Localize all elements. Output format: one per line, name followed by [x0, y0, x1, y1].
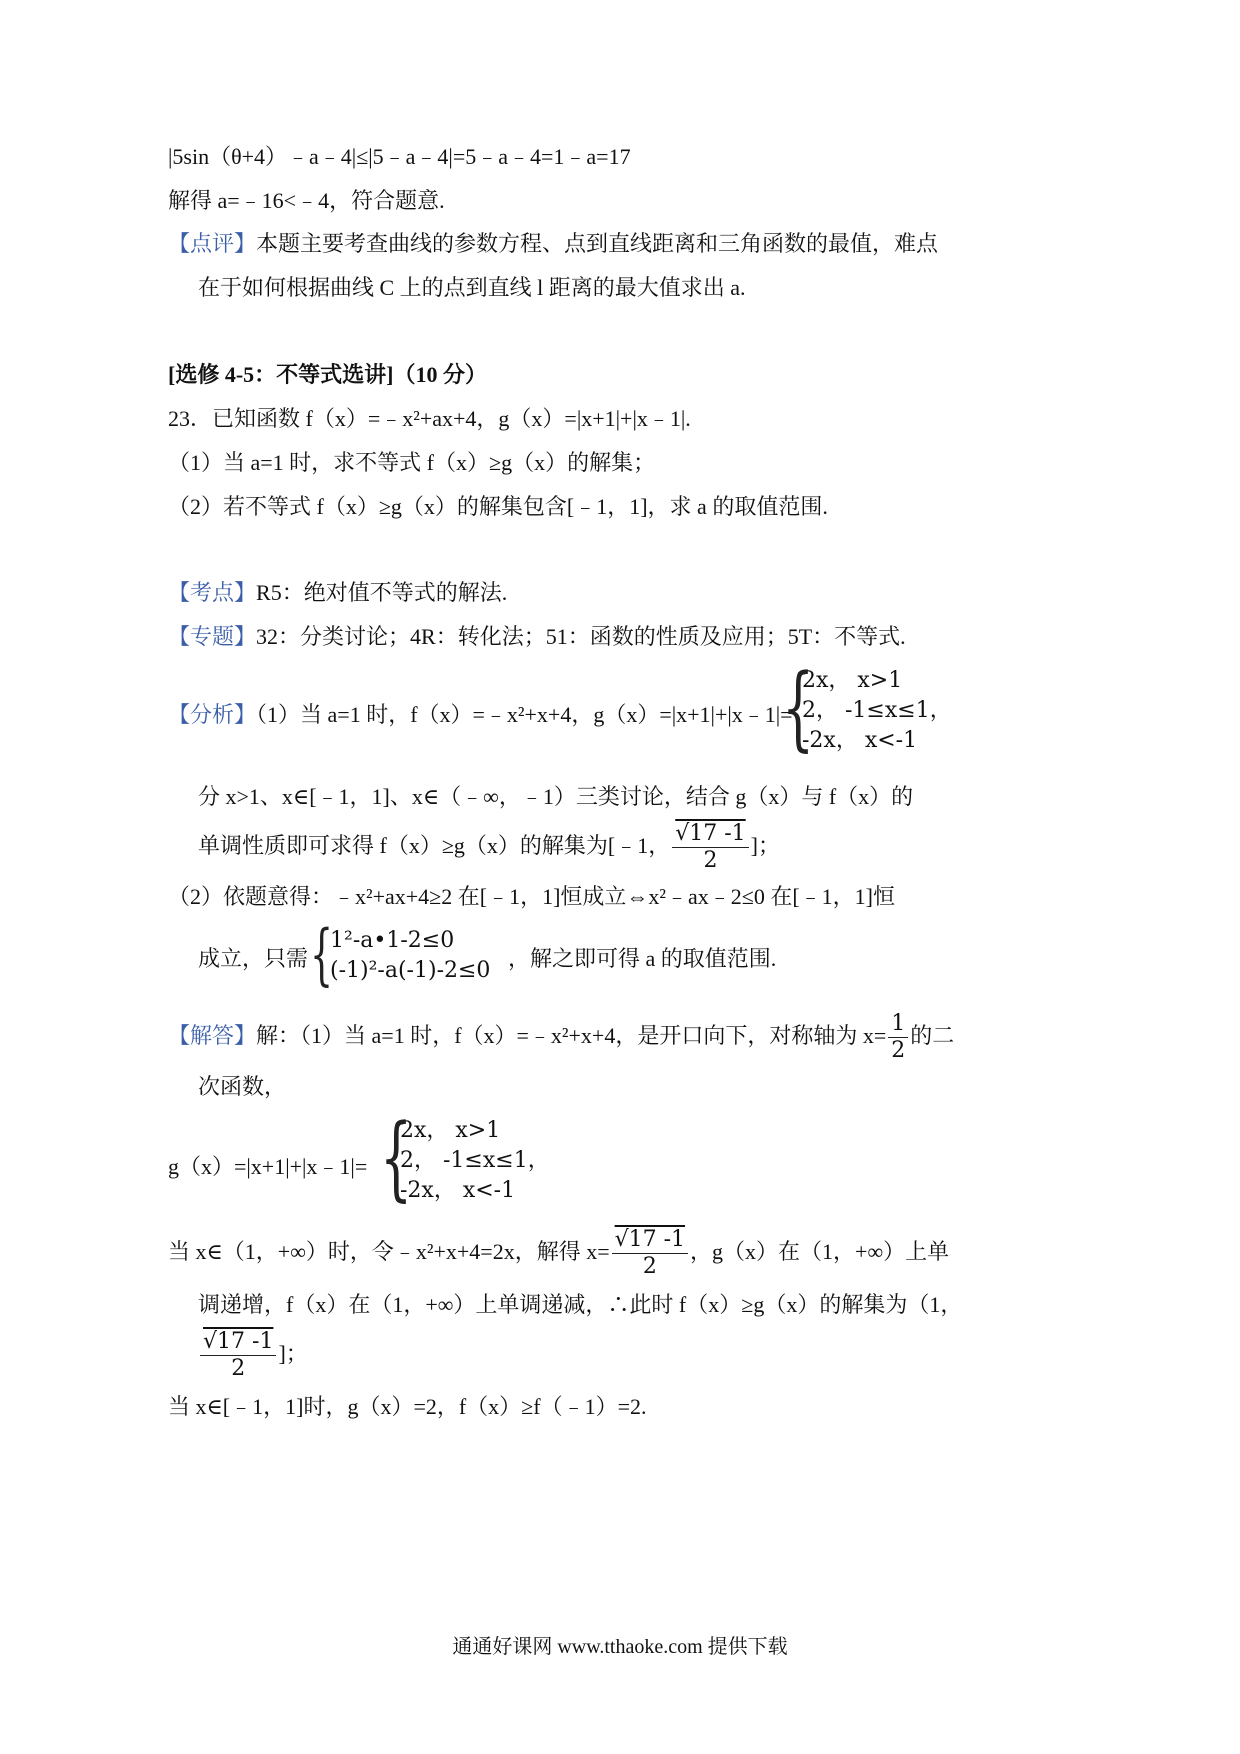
fenxi-tag: 【分析】 [168, 702, 257, 727]
kaodian-text: R5：绝对值不等式的解法. [256, 580, 508, 605]
fenxi-line-5-text: 成立，只需 [198, 946, 309, 971]
question-23-part-1: （1）当 a=1 时，求不等式 f（x）≥g（x）的解集； [168, 450, 656, 475]
question-23-part-2: （2）若不等式 f（x）≥g（x）的解集包含[﹣1，1]，求 a 的取值范围. [168, 494, 828, 519]
jieda-text-1: 解：（1）当 a=1 时，f（x）=﹣x²+x+4，是开口向下，对称轴为 x= [256, 1023, 887, 1048]
zhuanti-text: 32：分类讨论；4R：转化法；51：函数的性质及应用；5T：不等式. [256, 624, 906, 649]
piecewise-g-solution [380, 1104, 550, 1211]
fenxi-line-3-text: 单调性质即可求得 f（x）≥g（x）的解集为[﹣1， [198, 833, 671, 858]
fraction-denominator: 2 [891, 1038, 906, 1064]
zhuanti-tag: 【专题】 [168, 624, 257, 649]
system-row: 1²-a•1-2≤0 [330, 928, 455, 953]
fraction-sqrt17 [612, 1227, 688, 1280]
fraction-sqrt17 [672, 821, 748, 874]
jieda-line-3 [168, 1224, 949, 1280]
piecewise-row: 2， -1≤x≤1， [802, 698, 952, 723]
text-line-1: |5sin（θ+4）﹣a﹣4|≤|5﹣a﹣4|=5﹣a﹣4=1﹣a=17 [168, 144, 631, 169]
kaodian-tag: 【考点】 [168, 580, 257, 605]
fenxi-line-5 [198, 944, 308, 974]
fraction-numerator: √17 -1 [200, 1329, 276, 1356]
jieda-line-6: 当 x∈[﹣1，1]时，g（x）=2，f（x）≥f（﹣1）=2. [168, 1394, 647, 1419]
jieda-line-4: 调递增，f（x）在（1，+∞）上单调递减，∴此时 f（x）≥g（x）的解集为（1， [198, 1292, 963, 1317]
fraction-denominator: 2 [642, 1254, 657, 1280]
fenxi-line-5-end: ，解之即可得 a 的取值范围. [508, 946, 777, 971]
jieda-line-2: 次函数， [198, 1074, 287, 1099]
pingjia-tag: 【点评】 [168, 231, 257, 256]
fenxi-line-3 [198, 818, 780, 874]
jieda-text-1-end: 的二 [910, 1023, 955, 1048]
fraction-denominator: 2 [231, 1356, 246, 1382]
page-footer: 通通好课网 www.tthaoke.com 提供下载 [452, 1636, 788, 1658]
question-23: 23．已知函数 f（x）=﹣x²+ax+4，g（x）=|x+1|+|x﹣1|. [168, 406, 691, 431]
kaodian-line [168, 578, 507, 608]
pingjia-line-1 [168, 229, 938, 259]
piecewise-row: 2x， x>1 [400, 1118, 501, 1143]
zhuanti-line [168, 622, 906, 652]
piecewise-row: 2， -1≤x≤1， [400, 1148, 550, 1173]
fenxi-text: （1）当 a=1 时，f（x）=﹣x²+x+4，g（x）=|x+1|+|x﹣1|= [256, 702, 793, 727]
pingjia-line-2: 在于如何根据曲线 C 上的点到直线 l 距离的最大值求出 a. [198, 275, 746, 300]
fraction-half [888, 1011, 908, 1064]
section-title: [选修 4-5：不等式选讲]（10 分） [168, 362, 487, 387]
pingjia-text-1: 本题主要考查曲线的参数方程、点到直线距离和三角函数的最值，难点 [256, 231, 939, 256]
jieda-text-3: 当 x∈（1，+∞）时，令﹣x²+x+4=2x，解得 x= [168, 1239, 610, 1264]
fraction-sqrt17 [200, 1329, 276, 1382]
brace-icon: { [782, 654, 815, 761]
piecewise-row: -2x， x<-1 [400, 1178, 516, 1203]
fenxi-line-3-end: ]； [750, 833, 780, 858]
piecewise-row: 2x， x>1 [802, 668, 903, 693]
fraction-denominator: 2 [703, 848, 718, 874]
fraction-numerator: 1 [888, 1011, 908, 1038]
inequality-system [310, 916, 491, 993]
jieda-tag: 【解答】 [168, 1023, 257, 1048]
brace-icon: { [380, 1104, 413, 1211]
jieda-g-definition: g（x）=|x+1|+|x﹣1|= [168, 1154, 368, 1179]
fenxi-line-1 [168, 700, 793, 730]
piecewise-g-analysis [782, 654, 952, 761]
jieda-line-1 [168, 1008, 954, 1064]
fraction-numerator: √17 -1 [672, 821, 748, 848]
fenxi-line-2: 分 x>1、x∈[﹣1，1]、x∈（﹣∞，﹣1）三类讨论，结合 g（x）与 f（x）的 [198, 784, 914, 809]
jieda-line-5 [198, 1326, 308, 1382]
fenxi-line-4: （2）依题意得：﹣x²+ax+4≥2 在[﹣1，1]恒成立⇔x²﹣ax﹣2≤0 在[﹣1，1]恒 [168, 884, 895, 909]
system-row: (-1)²-a(-1)-2≤0 [330, 958, 491, 983]
jieda-text-3-end: ，g（x）在（1，+∞）上单 [690, 1239, 950, 1264]
jieda-text-5-end: ]； [278, 1341, 308, 1366]
brace-icon: { [310, 916, 334, 993]
piecewise-row: -2x， x<-1 [802, 728, 918, 753]
fraction-numerator: √17 -1 [612, 1227, 688, 1254]
text-line-2: 解得 a=﹣16<﹣4，符合题意. [168, 188, 445, 213]
